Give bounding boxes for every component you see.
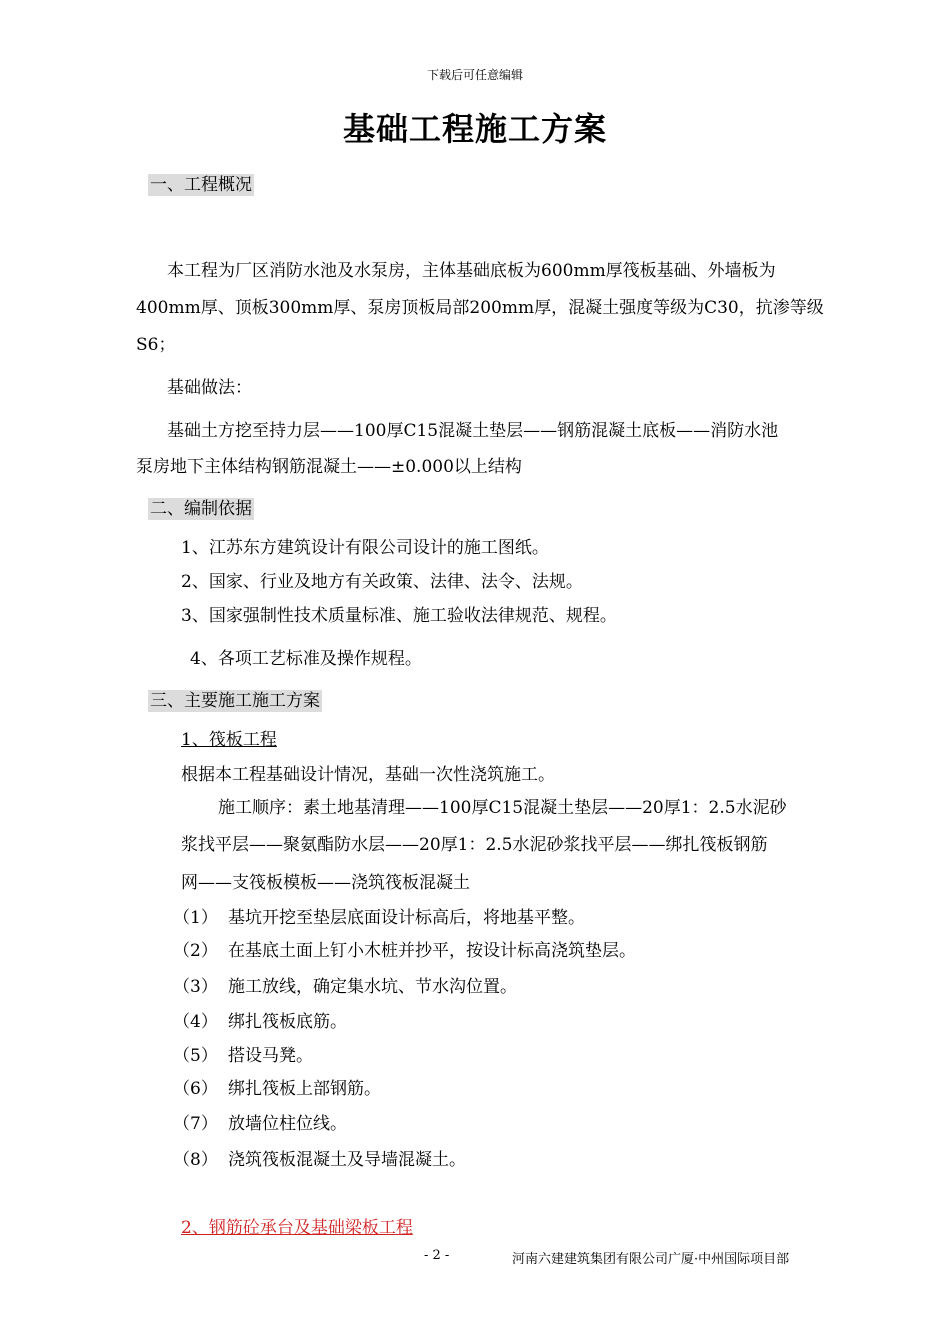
- step-text: 搭设马凳。: [228, 1046, 313, 1066]
- step-number: （5）: [173, 1046, 218, 1066]
- section-heading-basis: 二、编制依据: [150, 499, 252, 519]
- step-number: （1）: [173, 908, 218, 928]
- step-number: （3）: [173, 977, 218, 997]
- overview-line-1: 本工程为厂区消防水池及水泵房，主体基础底板为600mm厚筏板基础、外墙板为: [167, 261, 776, 281]
- basis-item-2: 2、国家、行业及地方有关政策、法律、法令、法规。: [181, 572, 583, 592]
- section-heading-overview: 一、工程概况: [150, 175, 252, 195]
- order-line-1: 施工顺序：素土地基清理——100厚C15混凝土垫层——20厚1：2.5水泥砂: [218, 798, 787, 818]
- method-label: 基础做法：: [167, 378, 252, 398]
- step-number: （8）: [173, 1150, 218, 1170]
- raft-intro: 根据本工程基础设计情况，基础一次性浇筑施工。: [181, 765, 555, 785]
- footer-company: 河南六建建筑集团有限公司广厦·中州国际项目部: [512, 1252, 790, 1267]
- step-number: （4）: [173, 1012, 218, 1032]
- subheading-raft: 1、筏板工程: [181, 730, 277, 750]
- order-line-3: 网——支筏板模板——浇筑筏板混凝土: [181, 873, 470, 893]
- overview-line-2: 400mm厚、顶板300mm厚、泵房顶板局部200mm厚，混凝土强度等级为C30，抗渗等级: [136, 298, 824, 318]
- method-line-1: 基础土方挖至持力层——100厚C15混凝土垫层——钢筋混凝土底板——消防水池: [167, 421, 779, 441]
- basis-item-1: 1、江苏东方建筑设计有限公司设计的施工图纸。: [181, 538, 549, 558]
- section-heading-plan: 三、主要施工施工方案: [150, 691, 320, 711]
- step-text: 放墙位柱位线。: [228, 1114, 347, 1134]
- step-text: 在基底土面上钉小木桩并抄平，按设计标高浇筑垫层。: [228, 941, 636, 961]
- step-number: （7）: [173, 1114, 218, 1134]
- step-text: 浇筑筏板混凝土及导墙混凝土。: [228, 1150, 466, 1170]
- subheading-pile-cap: 2、钢筋砼承台及基础梁板工程: [181, 1218, 413, 1238]
- order-line-2: 浆找平层——聚氨酯防水层——20厚1：2.5水泥砂浆找平层——绑扎筏板钢筋: [181, 835, 768, 855]
- page-title: 基础工程施工方案: [342, 110, 607, 148]
- basis-item-3: 3、国家强制性技术质量标准、施工验收法律规范、规程。: [181, 606, 617, 626]
- step-text: 绑扎筏板上部钢筋。: [228, 1079, 381, 1099]
- step-text: 施工放线，确定集水坑、节水沟位置。: [228, 977, 517, 997]
- step-number: （2）: [173, 941, 218, 961]
- method-line-2: 泵房地下主体结构钢筋混凝土——±0.000以上结构: [136, 457, 522, 477]
- step-number: （6）: [173, 1079, 218, 1099]
- overview-line-3: S6；: [136, 335, 176, 355]
- step-text: 绑扎筏板底筋。: [228, 1012, 347, 1032]
- step-text: 基坑开挖至垫层底面设计标高后，将地基平整。: [228, 908, 585, 928]
- basis-item-4: 4、各项工艺标准及操作规程。: [190, 649, 422, 669]
- page-number: - 2 -: [424, 1248, 450, 1263]
- header-note: 下载后可任意编辑: [426, 68, 523, 82]
